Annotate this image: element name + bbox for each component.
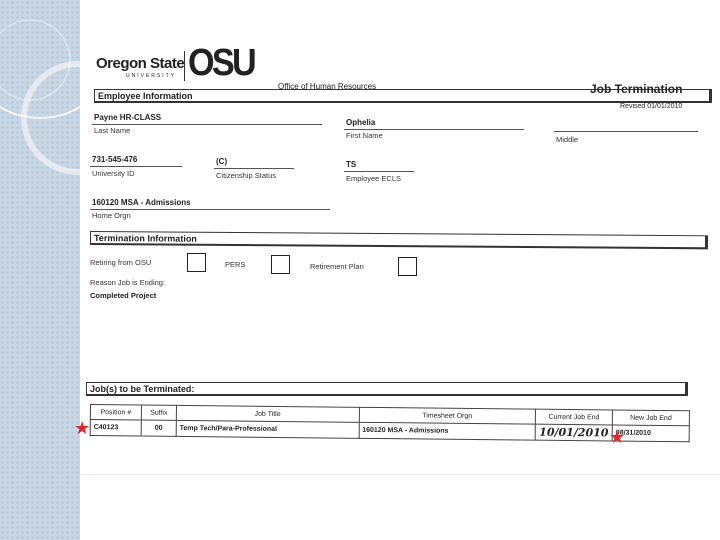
current-job-end-cell: 10/01/2010 [535, 424, 612, 441]
pers-checkbox[interactable] [271, 255, 290, 274]
timesheet-orgn-cell: 160120 MSA - Admissions [359, 422, 536, 440]
position-cell: C40123 [90, 420, 141, 437]
jobs-terminated-header [86, 382, 688, 396]
star-marker-left: ★ [74, 418, 91, 438]
col-timesheet-orgn: Timesheet Orgn [359, 407, 536, 424]
decorative-sidebar [0, 0, 80, 540]
jobs-terminated-title: Job(s) to be Terminated: [90, 384, 195, 394]
pers-label: PERS [225, 260, 246, 269]
revised-date: Revised 01/01/2010 [620, 103, 683, 110]
logo-university: UNIVERSITY [126, 73, 177, 79]
first-name-label: First Name [346, 131, 383, 140]
university-id-label: University ID [92, 169, 135, 178]
citizenship-label: Citizenship Status [216, 171, 277, 180]
termination-information-title: Termination Information [93, 233, 197, 244]
termination-information-header [90, 231, 708, 249]
suffix-cell: 00 [141, 420, 176, 436]
retirement-plan-label: Retirement Plan [310, 262, 364, 271]
logo-wordmark: Oregon State [96, 55, 185, 72]
form-title: Job Termination [590, 82, 683, 96]
employee-information-title: Employee Information [98, 91, 193, 101]
col-job-title: Job Title [176, 405, 359, 422]
logo-monogram: OSU [188, 42, 255, 84]
citizenship-value: (C) [216, 157, 228, 166]
middle-label: Middle [556, 135, 579, 144]
col-suffix: Suffix [141, 405, 176, 420]
employee-information-header [94, 89, 712, 103]
office-name: Office of Human Resources [278, 82, 377, 91]
reason-value: Completed Project [90, 291, 157, 300]
retiring-label: Retiring from OSU [90, 258, 152, 267]
new-job-end-cell: 08/31/2010 [612, 425, 689, 442]
reason-label: Reason Job is Ending: [90, 278, 166, 287]
col-current-job-end: Current Job End [535, 409, 612, 425]
jobs-table [90, 404, 690, 442]
home-orgn-value: 160120 MSA - Admissions [92, 198, 191, 207]
job-title-cell: Temp Tech/Para-Professional [176, 420, 359, 438]
job-termination-form [74, 0, 720, 540]
retirement-plan-checkbox[interactable] [398, 257, 417, 276]
star-marker-right: ★ [609, 427, 626, 447]
home-orgn-label: Home Orgn [92, 211, 131, 220]
col-new-job-end: New Job End [612, 410, 689, 426]
ecls-value: TS [346, 160, 357, 169]
col-position: Position # [90, 405, 141, 421]
last-name-value: Payne HR-CLASS [94, 113, 162, 122]
retiring-checkbox[interactable] [187, 253, 206, 272]
university-id-value: 731-545-476 [92, 155, 138, 164]
first-name-value: Ophelia [346, 118, 376, 127]
last-name-label: Last Name [94, 126, 131, 135]
ecls-label: Employee ECLS [346, 174, 402, 183]
